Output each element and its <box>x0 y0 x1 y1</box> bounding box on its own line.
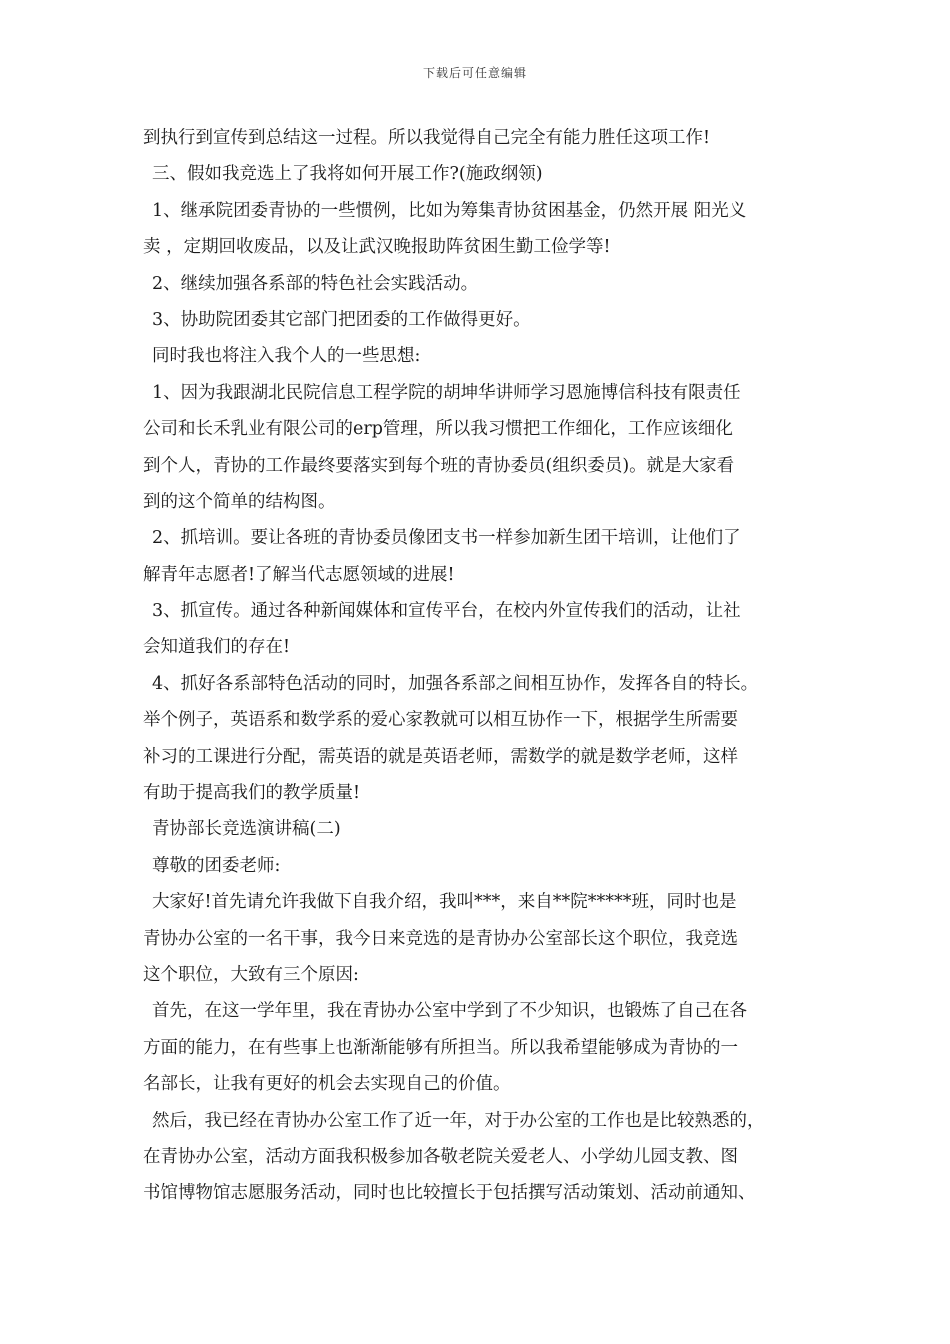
text-line: 1、因为我跟湖北民院信息工程学院的胡坤华讲师学习恩施博信科技有限责任 <box>152 382 741 403</box>
text-line: 到个人，青协的工作最终要落实到每个班的青协委员(组织委员)。就是大家看 <box>143 455 735 476</box>
page-header-note: 下载后可任意编辑 <box>422 66 527 80</box>
document-body <box>143 120 823 1212</box>
text-line: 2、继续加强各系部的特色社会实践活动。 <box>152 273 479 294</box>
text-line: 在青协办公室，活动方面我积极参加各敬老院关爱老人、小学幼儿园支教、图 <box>143 1146 738 1167</box>
text-line: 1、继承院团委青协的一些惯例，比如为筹集青协贫困基金，仍然开展 阳光义 <box>152 200 747 221</box>
text-line: 书馆博物馆志愿服务活动，同时也比较擅长于包括撰写活动策划、活动前通知、 <box>143 1183 756 1204</box>
text-line: 名部长，让我有更好的机会去实现自己的价值。 <box>143 1074 511 1095</box>
text-line: 会知道我们的存在! <box>143 637 291 658</box>
text-line: 这个职位，大致有三个原因: <box>143 964 359 985</box>
text-line: 青协办公室的一名干事，我今日来竞选的是青协办公室部长这个职位，我竞选 <box>143 928 738 949</box>
text-line: 青协部长竞选演讲稿(二) <box>152 819 341 840</box>
text-line: 补习的工课进行分配，需英语的就是英语老师，需数学的就是数学老师，这样 <box>143 746 738 767</box>
text-line: 举个例子，英语系和数学系的爱心家教就可以相互协作一下，根据学生所需要 <box>143 710 738 731</box>
text-line: 尊敬的团委老师: <box>152 855 281 876</box>
text-line: 卖 ，定期回收废品，以及让武汉晚报助阵贫困生勤工俭学等! <box>143 237 611 258</box>
text-line: 然后，我已经在青协办公室工作了近一年，对于办公室的工作也是比较熟悉的， <box>152 1110 765 1131</box>
text-line: 方面的能力，在有些事上也渐渐能够有所担当。所以我希望能够成为青协的一 <box>143 1037 738 1058</box>
text-line: 公司和长禾乳业有限公司的erp管理，所以我习惯把工作细化，工作应该细化 <box>143 419 733 440</box>
text-line: 大家好!首先请允许我做下自我介绍，我叫***，来自**院*****班，同时也是 <box>152 892 737 913</box>
text-line: 2、抓培训。要让各班的青协委员像团支书一样参加新生团干培训，让他们了 <box>152 528 741 549</box>
text-line: 4、抓好各系部特色活动的同时，加强各系部之间相互协作，发挥各自的特长。 <box>152 673 759 694</box>
text-line: 同时我也将注入我个人的一些思想: <box>152 346 421 367</box>
text-line: 3、抓宣传。通过各种新闻媒体和宣传平台，在校内外宣传我们的活动，让社 <box>152 601 741 622</box>
text-line: 3、协助院团委其它部门把团委的工作做得更好。 <box>152 309 531 330</box>
text-line: 有助于提高我们的教学质量! <box>143 783 361 804</box>
text-line: 到的这个简单的结构图。 <box>143 491 336 512</box>
text-line: 首先，在这一学年里，我在青协办公室中学到了不少知识，也锻炼了自己在各 <box>152 1001 747 1022</box>
text-line: 到执行到宣传到总结这一过程。所以我觉得自己完全有能力胜任这项工作! <box>143 128 711 148</box>
text-line: 解青年志愿者!了解当代志愿领域的进展! <box>143 564 455 585</box>
text-line: 三、假如我竞选上了我将如何开展工作?(施政纲领) <box>152 164 543 185</box>
